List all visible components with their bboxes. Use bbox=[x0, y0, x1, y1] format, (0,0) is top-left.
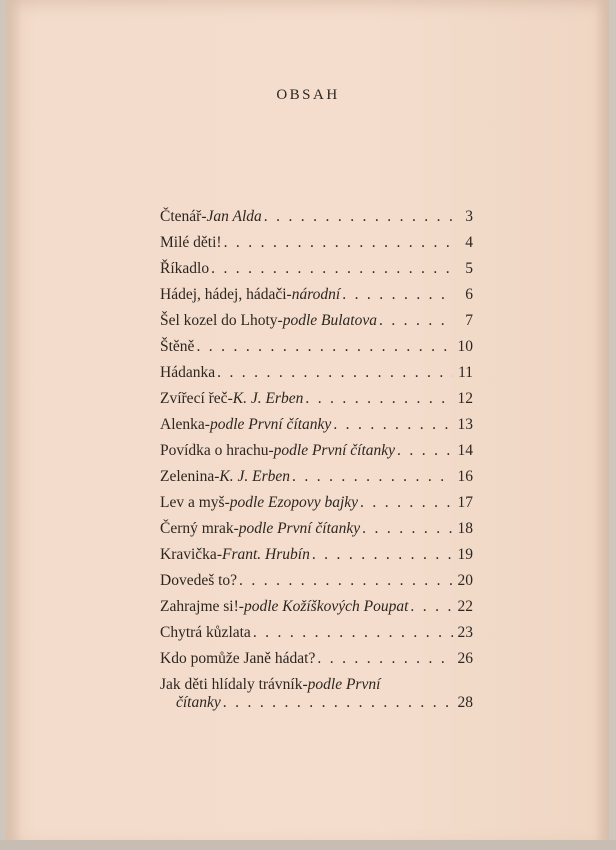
entry-title: Šel kozel do Lhoty bbox=[160, 312, 278, 329]
toc-entry-line bbox=[160, 494, 473, 512]
dot-leader bbox=[239, 572, 453, 590]
toc-entry-line bbox=[160, 520, 473, 538]
page-number: 12 bbox=[457, 390, 473, 407]
toc-entry-line bbox=[160, 364, 473, 382]
toc-entry-line bbox=[160, 208, 473, 226]
toc-entry bbox=[160, 520, 473, 546]
dot-leader bbox=[379, 312, 453, 330]
entry-title: Jak děti hlídaly trávník bbox=[160, 676, 303, 693]
entry-separator: - bbox=[277, 312, 283, 329]
entry-title: Dovedeš to? bbox=[160, 572, 238, 589]
toc-entry-line bbox=[160, 390, 473, 408]
entry-title: Čtenář bbox=[160, 208, 202, 225]
entry-separator: - bbox=[233, 520, 239, 537]
page-number: 5 bbox=[465, 260, 473, 277]
toc-entry-line bbox=[160, 650, 473, 668]
toc-entry bbox=[160, 416, 473, 442]
toc-entry bbox=[160, 650, 473, 676]
toc-entry bbox=[160, 286, 473, 312]
dot-leader bbox=[362, 520, 453, 538]
entry-title: Alenka bbox=[160, 416, 205, 433]
toc-entry bbox=[160, 312, 473, 338]
entry-separator: - bbox=[224, 494, 230, 511]
toc-entry-line bbox=[160, 442, 473, 460]
entry-separator: - bbox=[216, 546, 222, 563]
entry-author: podle První čítanky bbox=[273, 442, 396, 459]
toc-entry-line bbox=[160, 676, 473, 694]
page-number: 16 bbox=[457, 468, 473, 485]
dot-leader bbox=[305, 390, 453, 408]
entry-author: podle Bulatova bbox=[282, 312, 377, 329]
page-number: 17 bbox=[457, 494, 473, 511]
toc-entry bbox=[160, 572, 473, 598]
dot-leader bbox=[211, 260, 453, 278]
entry-title: Hádej, hádej, hádači bbox=[160, 286, 287, 303]
entry-title: Zahrajme si! bbox=[160, 598, 239, 615]
entry-separator: - bbox=[302, 676, 308, 693]
dot-leader bbox=[196, 338, 453, 356]
entry-title: Kravička bbox=[160, 546, 217, 563]
entry-author: podle První čítanky bbox=[209, 416, 332, 433]
entry-author: národní bbox=[291, 286, 341, 303]
toc-entry bbox=[160, 546, 473, 572]
toc-entry bbox=[160, 390, 473, 416]
page-number: 26 bbox=[457, 650, 473, 667]
page-number: 6 bbox=[465, 286, 473, 303]
page-edge-right bbox=[595, 0, 609, 850]
dot-leader bbox=[317, 650, 453, 668]
page-number: 10 bbox=[457, 338, 473, 355]
toc-entry-line bbox=[160, 312, 473, 330]
entry-separator: - bbox=[268, 442, 274, 459]
toc-entry bbox=[160, 234, 473, 260]
page-number: 28 bbox=[457, 694, 473, 711]
page-number: 3 bbox=[465, 208, 473, 225]
entry-author: podle První čítanky bbox=[238, 520, 361, 537]
dot-leader bbox=[312, 546, 453, 564]
page-number: 14 bbox=[457, 442, 473, 459]
entry-title: Černý mrak bbox=[160, 520, 234, 537]
bottom-background-strip bbox=[0, 840, 616, 850]
entry-title: Lev a myš bbox=[160, 494, 225, 511]
entry-author: podle První bbox=[307, 676, 381, 693]
page-edge-left bbox=[6, 0, 22, 850]
entry-author: K. J. Erben bbox=[232, 390, 304, 407]
entry-author: K. J. Erben bbox=[219, 468, 291, 485]
dot-leader bbox=[223, 694, 453, 712]
entry-author: podle Ezopovy bajky bbox=[229, 494, 359, 511]
page-number: 19 bbox=[457, 546, 473, 563]
entry-title: Kdo pomůže Janě hádat? bbox=[160, 650, 316, 667]
toc-entry bbox=[160, 442, 473, 468]
page-number: 22 bbox=[457, 598, 473, 615]
entry-title: Zelenina bbox=[160, 468, 215, 485]
entry-author-continued: čítanky bbox=[176, 694, 221, 711]
entry-author: Frant. Hrubín bbox=[221, 546, 310, 563]
entry-author: Jan Alda bbox=[206, 208, 262, 225]
toc-entry bbox=[160, 260, 473, 286]
dot-leader bbox=[253, 624, 453, 642]
page-number: 20 bbox=[457, 572, 473, 589]
entry-separator: - bbox=[227, 390, 233, 407]
toc-entry-line bbox=[160, 572, 473, 590]
toc-entry bbox=[160, 468, 473, 494]
page-number: 11 bbox=[458, 364, 473, 381]
dot-leader bbox=[217, 364, 453, 382]
contents-heading: OBSAH bbox=[276, 87, 340, 103]
dot-leader bbox=[264, 208, 453, 226]
toc-entry-line bbox=[160, 624, 473, 642]
toc-entry bbox=[160, 494, 473, 520]
entry-separator: - bbox=[214, 468, 220, 485]
toc-entry bbox=[160, 208, 473, 234]
toc-entry-line bbox=[160, 598, 473, 616]
page-number: 13 bbox=[457, 416, 473, 433]
page-number: 23 bbox=[457, 624, 473, 641]
table-of-contents bbox=[160, 208, 473, 720]
entry-title: Zvířecí řeč bbox=[160, 390, 228, 407]
entry-title: Milé děti! bbox=[160, 234, 222, 251]
toc-entry-line bbox=[160, 468, 473, 486]
page-number: 4 bbox=[465, 234, 473, 251]
dot-leader bbox=[333, 416, 453, 434]
toc-entry bbox=[160, 598, 473, 624]
entry-separator: - bbox=[238, 598, 244, 615]
toc-entry bbox=[160, 364, 473, 390]
dot-leader bbox=[410, 598, 453, 616]
toc-entry-line bbox=[160, 416, 473, 434]
dot-leader bbox=[292, 468, 453, 486]
page-number: 18 bbox=[457, 520, 473, 537]
page-number: 7 bbox=[465, 312, 473, 329]
dot-leader bbox=[224, 234, 453, 252]
entry-separator: - bbox=[201, 208, 207, 225]
entry-title: Hádanka bbox=[160, 364, 216, 381]
entry-title: Chytrá kůzlata bbox=[160, 624, 251, 641]
toc-entry-line bbox=[160, 546, 473, 564]
dot-leader bbox=[397, 442, 453, 460]
dot-leader bbox=[360, 494, 453, 512]
dot-leader bbox=[342, 286, 453, 304]
toc-entry-line bbox=[160, 260, 473, 278]
entry-author: podle Kožíškových Poupat bbox=[243, 598, 409, 615]
toc-entry bbox=[160, 624, 473, 650]
entry-title: Říkadlo bbox=[160, 260, 210, 277]
entry-title: Štěně bbox=[160, 338, 195, 355]
toc-entry-line bbox=[160, 234, 473, 252]
toc-entry-line bbox=[160, 338, 473, 356]
toc-entry-continuation bbox=[160, 694, 473, 712]
toc-entry bbox=[160, 338, 473, 364]
toc-entry bbox=[160, 676, 473, 720]
entry-separator: - bbox=[204, 416, 210, 433]
entry-title: Povídka o hrachu bbox=[160, 442, 269, 459]
toc-entry-line bbox=[160, 286, 473, 304]
entry-separator: - bbox=[286, 286, 292, 303]
